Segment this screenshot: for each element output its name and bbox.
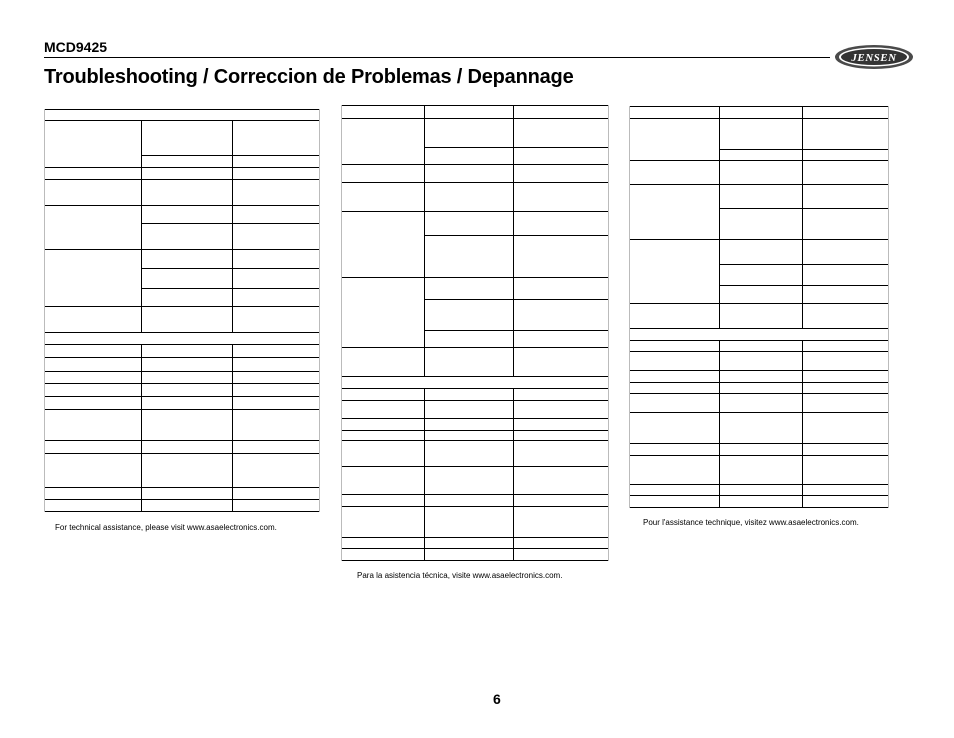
technical-assistance-note-french: Pour l'assistance technique, visitez www.asaelectronics.com. <box>643 518 859 527</box>
page-number: 6 <box>493 691 501 707</box>
svg-text:JENSEN: JENSEN <box>851 52 897 64</box>
technical-assistance-note-spanish: Para la asistencia técnica, visite www.asaelectronics.com. <box>357 571 563 580</box>
troubleshooting-table-french <box>629 106 888 508</box>
page-title: Troubleshooting / Correccion de Problemas / Depannage <box>44 66 574 88</box>
jensen-logo <box>834 44 914 70</box>
header-rule <box>44 57 830 58</box>
troubleshooting-table-english <box>44 109 319 512</box>
model-number: MCD9425 <box>44 39 108 55</box>
technical-assistance-note-english: For technical assistance, please visit www.asaelectronics.com. <box>55 523 277 532</box>
troubleshooting-table-spanish <box>341 105 608 561</box>
